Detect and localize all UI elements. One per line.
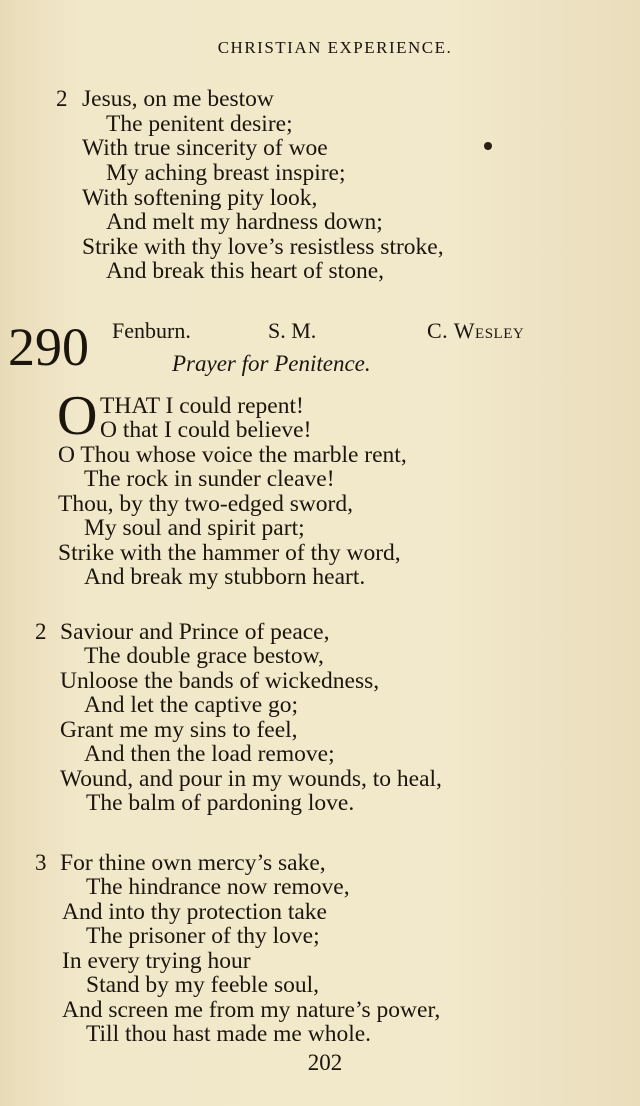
running-head: CHRISTIAN EXPERIENCE. <box>217 38 453 57</box>
verse-line: With softening pity look, <box>82 185 318 211</box>
verse-line: And melt my hardness down; <box>106 209 383 235</box>
author: C. Wesley <box>427 318 525 343</box>
drop-cap: O <box>57 385 98 447</box>
verse-line: The balm of pardoning love. <box>86 790 355 816</box>
tune-name: Fenburn. <box>112 318 191 343</box>
verse-line: Strike with the hammer of thy word, <box>58 540 401 566</box>
verse-line: With true sincerity of woe <box>82 135 328 161</box>
verse-line: Jesus, on me bestow <box>82 86 274 112</box>
verse-line: And break my stubborn heart. <box>84 564 366 590</box>
verse-line: Grant me my sins to feel, <box>60 717 298 743</box>
verse-line: My aching breast inspire; <box>106 160 346 186</box>
verse-line: Saviour and Prince of peace, <box>60 619 330 645</box>
meter: S. M. <box>268 318 317 343</box>
verse-line: O Thou whose voice the marble rent, <box>58 442 407 468</box>
verse-line: And let the captive go; <box>84 692 299 718</box>
verse-line: O that I could believe! <box>100 417 312 443</box>
page-number: 202 <box>307 1050 343 1075</box>
verse-line: Till thou hast made me whole. <box>86 1021 372 1047</box>
ink-speck <box>484 142 492 150</box>
verse-line: My soul and spirit part; <box>84 515 305 541</box>
verse-line: Wound, and pour in my wounds, to heal, <box>60 766 442 792</box>
verse-line: The prisoner of thy love; <box>86 923 320 949</box>
verse-line: For thine own mercy’s sake, <box>60 850 326 876</box>
verse-line: Unloose the bands of wickedness, <box>60 668 380 694</box>
verse-line: And screen me from my nature’s power, <box>62 997 441 1023</box>
verse-line: The hindrance now remove, <box>86 874 350 900</box>
verse-line: Thou, by thy two-edged sword, <box>58 491 354 517</box>
verse-line: And break this heart of stone, <box>106 258 385 284</box>
stanza-number: 3 <box>35 850 47 875</box>
verse-line: And into thy protection take <box>62 899 327 925</box>
stanza-number: 2 <box>56 86 68 111</box>
verse-line: The double grace bestow, <box>84 643 324 669</box>
verse-line: In every trying hour <box>62 948 251 974</box>
hymn-topic: Prayer for Penitence. <box>172 351 371 376</box>
verse-line: Strike with thy love’s resistless stroke, <box>82 234 444 260</box>
verse-line: And then the load remove; <box>84 741 335 767</box>
verse-line: The rock in sunder cleave! <box>84 466 335 492</box>
verse-line: Stand by my feeble soul, <box>86 972 320 998</box>
verse-line: THAT I could repent! <box>100 393 304 419</box>
hymn-number: 290 <box>8 317 89 377</box>
stanza-number: 2 <box>35 619 47 644</box>
verse-line: The penitent desire; <box>106 111 293 137</box>
